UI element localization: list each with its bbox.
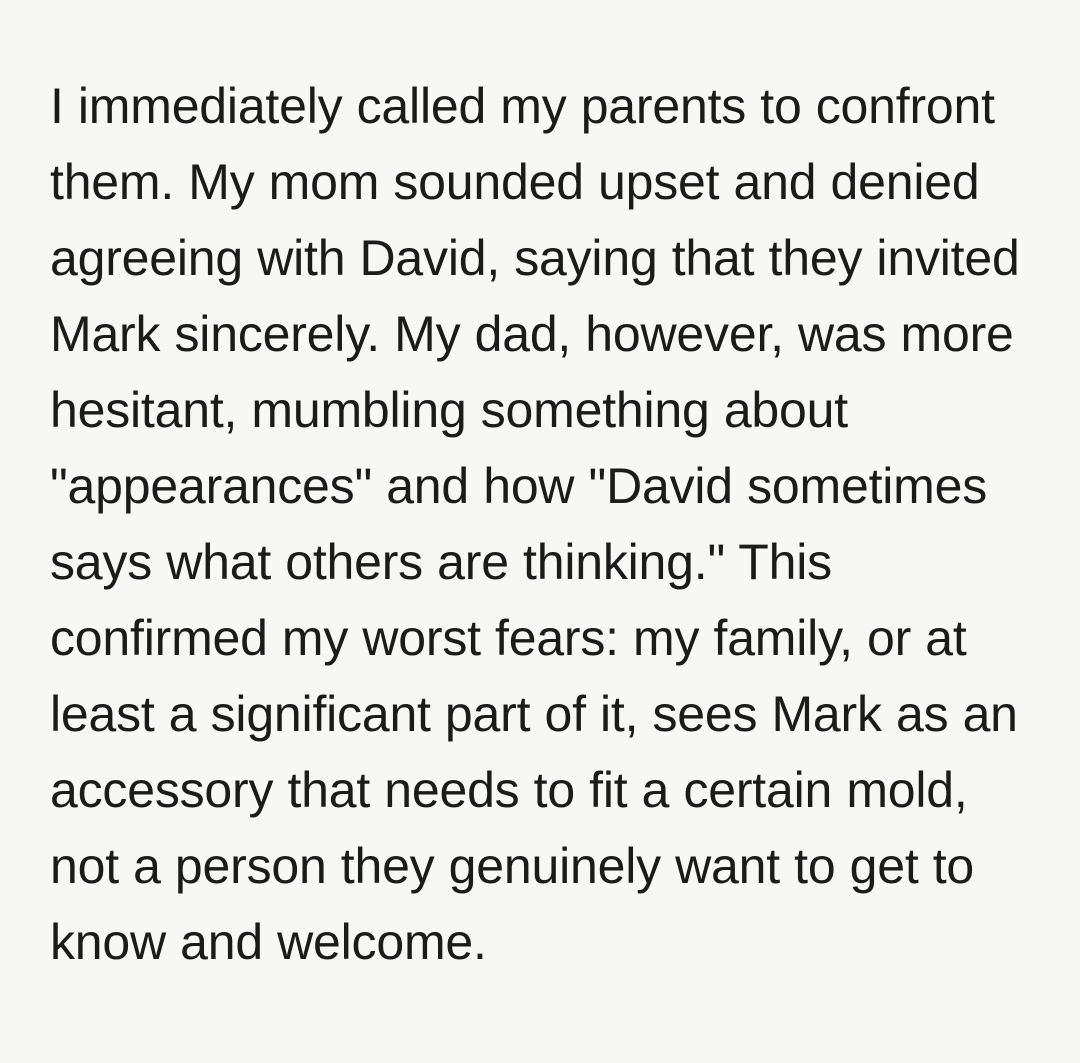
paragraph-text: I immediately called my parents to confront them. My mom sounded upset and denied agreeing with David, saying that they invited Mark sincerely. My dad, however, was more hesitant, mumbling something about "appearances" and how "David sometimes says what others are thinking." This confirmed my worst fears: my family, or at least a significant part of it, sees Mark as an accessory that needs to fit a certain mold, not a person they genuinely want to get to know and welcome. — [50, 78, 1020, 970]
